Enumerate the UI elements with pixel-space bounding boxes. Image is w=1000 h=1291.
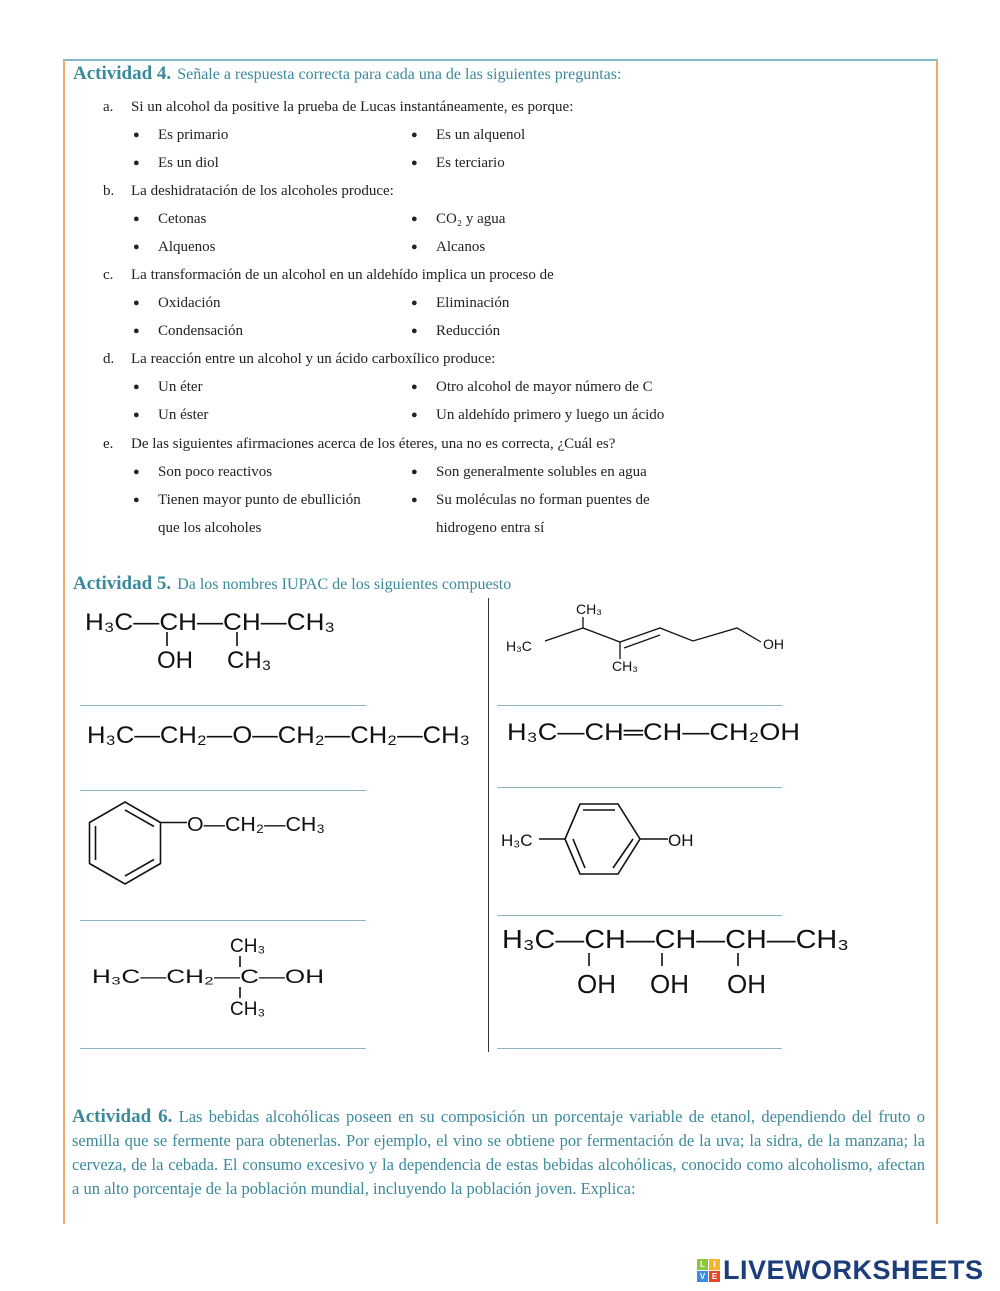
s8-oh-3: OH <box>727 969 766 999</box>
option-text: Su moléculas no forman puentes de <box>436 492 650 508</box>
option-text: Otro alcohol de mayor número de C <box>436 379 653 395</box>
question-text: La deshidratación de los alcoholes produce: <box>131 183 394 199</box>
s8-oh-1: OH <box>577 969 616 999</box>
bullet-icon: ● <box>411 241 418 253</box>
s4-bottom: CH₃ <box>230 999 266 1020</box>
question-text: La transformación de un alcohol en un aldehído implica un proceso de <box>131 267 554 283</box>
s5-top: CH₃ <box>576 601 602 617</box>
structure-2-methylbutan-2-ol <box>92 936 324 1020</box>
option-text: Eliminación <box>436 295 510 311</box>
s1-ch3: CH₃ <box>227 647 272 674</box>
option-text: Un aldehído primero y luego un ácido <box>436 407 665 423</box>
s5-right: OH <box>763 636 784 652</box>
activity5-instruction: Da los nombres IUPAC de los siguientes compuesto <box>177 576 512 593</box>
option-text: Tienen mayor punto de ebullición <box>158 492 361 508</box>
benzene-ring-icon <box>90 802 161 884</box>
bullet-icon: ● <box>411 325 418 337</box>
s7-left: H₃C <box>501 831 533 850</box>
logo-blocks-icon <box>697 1259 720 1282</box>
activity4-title: Actividad 4. <box>73 63 172 84</box>
option-text: Condensación <box>158 323 243 339</box>
benzene-ring-icon <box>565 804 640 874</box>
bullet-icon: ● <box>133 157 140 169</box>
question-letter: b. <box>103 183 115 199</box>
question-text: De las siguientes afirmaciones acerca de los éteres, una no es correcta, ¿Cuál es? <box>131 436 616 452</box>
bullet-icon: ● <box>133 213 140 225</box>
bullet-icon: ● <box>411 409 418 421</box>
logo-block: I <box>709 1259 720 1270</box>
structure-3-methylbutan-2-ol <box>85 609 335 674</box>
option-text: que los alcoholes <box>158 520 262 536</box>
option-text: Reducción <box>436 323 501 339</box>
option-text: Un éter <box>158 379 203 395</box>
bullet-icon: ● <box>133 129 140 141</box>
s5-left: H₃C <box>506 638 532 654</box>
logo-block: V <box>697 1271 708 1282</box>
s7-right: OH <box>668 831 694 850</box>
bullet-icon: ● <box>411 494 418 506</box>
option-text: CO₂ y agua <box>436 211 506 227</box>
bullet-icon: ● <box>133 494 140 506</box>
liveworksheets-logo <box>697 1255 984 1286</box>
bullet-icon: ● <box>411 297 418 309</box>
logo-text: LIVEWORKSHEETS <box>723 1255 984 1285</box>
logo-block: L <box>697 1259 708 1270</box>
bullet-icon: ● <box>133 381 140 393</box>
bullet-icon: ● <box>411 157 418 169</box>
question-text: Si un alcohol da positive la prueba de Lucas instantáneamente, es porque: <box>131 99 574 115</box>
question-letter: a. <box>103 99 114 115</box>
question-letter: e. <box>103 436 114 452</box>
option-text: Es un diol <box>158 155 219 171</box>
option-text: Es terciario <box>436 155 505 171</box>
activity6-text: Las bebidas alcohólicas poseen en su composición un porcentaje variable de etanol, dependiendo del fruto o semilla que se fermente para obtenerlas. Por ejemplo, el vino se obtiene por fermentación de la uva; la sidra, de la manzana; la cerveza, de la cebada. El consumo excesivo y la dependencia de estas bebidas alcohólicas, conocido como alcoholismo, afectan a un alto porcentaje de la población mundial, incluyendo la población joven. Explica: <box>72 1107 925 1198</box>
bullet-icon: ● <box>133 325 140 337</box>
option-text: Es un alquenol <box>436 127 526 143</box>
bullet-icon: ● <box>411 466 418 478</box>
s5-bottom: CH₃ <box>612 658 638 674</box>
s3-chain: O—CH₂—CH₃ <box>187 814 325 836</box>
option-text: Oxidación <box>158 295 221 311</box>
structure-skeletal-alkenol <box>506 601 784 674</box>
option-text: Cetonas <box>158 211 207 227</box>
structure-but-2-en-1-ol: H₃C—CH═CH—CH₂OH <box>507 719 800 746</box>
question-letter: d. <box>103 351 115 367</box>
bullet-icon: ● <box>133 297 140 309</box>
logo-block: E <box>709 1271 720 1282</box>
option-text: Alquenos <box>158 239 216 255</box>
option-text: hidrogeno entra sí <box>436 520 545 536</box>
option-text: Un éster <box>158 407 209 423</box>
structure-ethoxybenzene <box>90 802 326 884</box>
structure-ethyl-propyl-ether: H₃C—CH₂—O—CH₂—CH₂—CH₃ <box>87 722 470 749</box>
bullet-icon: ● <box>133 409 140 421</box>
question-letter: c. <box>103 267 114 283</box>
activity6-paragraph <box>72 1105 925 1201</box>
s1-oh: OH <box>157 647 193 674</box>
option-text: Son poco reactivos <box>158 464 273 480</box>
activity6-title: Actividad 6. <box>72 1106 173 1127</box>
bullet-icon: ● <box>411 129 418 141</box>
option-text: Es primario <box>158 127 229 143</box>
bullet-icon: ● <box>411 381 418 393</box>
structure-pentane-2-3-4-triol <box>502 924 849 999</box>
bullet-icon: ● <box>133 466 140 478</box>
s8-main: H₃C—CH—CH—CH—CH₃ <box>502 924 849 954</box>
question-text: La reacción entre un alcohol y un ácido carboxílico produce: <box>131 351 496 367</box>
activity5-title: Actividad 5. <box>73 573 172 594</box>
s4-top: CH₃ <box>230 936 266 957</box>
s1-main: H₃C—CH—CH—CH₃ <box>85 609 335 636</box>
structure-p-cresol <box>501 804 694 874</box>
bullet-icon: ● <box>133 241 140 253</box>
s8-oh-2: OH <box>650 969 689 999</box>
option-text: Son generalmente solubles en agua <box>436 464 647 480</box>
option-text: Alcanos <box>436 239 486 255</box>
bullet-icon: ● <box>411 213 418 225</box>
s4-main: H₃C—CH₂—C—OH <box>92 967 324 988</box>
activity4-instruction: Señale a respuesta correcta para cada una de las siguientes preguntas: <box>177 66 622 83</box>
